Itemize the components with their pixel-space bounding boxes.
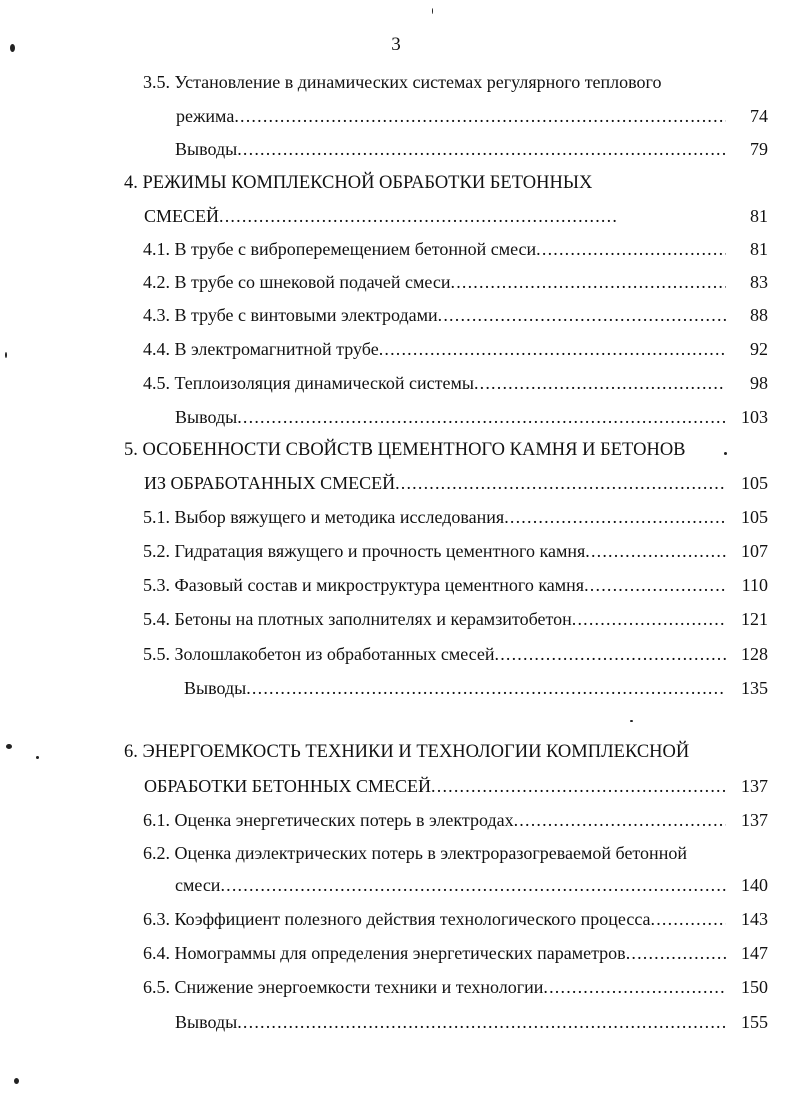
toc-entry-label: 5.5. Золошлакобетон из обработанных смесей <box>143 644 495 664</box>
dot-leader <box>451 268 727 296</box>
toc-entry-ch4-conclusions <box>175 403 726 431</box>
toc-entry-label: 5.4. Бетоны на плотных заполнителях и керамзитобетон <box>143 609 572 629</box>
scan-speck <box>10 44 15 52</box>
toc-entry-label: смеси <box>175 875 221 895</box>
scan-speck <box>6 744 12 749</box>
toc-chapter-4-line1: 4. РЕЖИМЫ КОМПЛЕКСНОЙ ОБРАБОТКИ БЕТОННЫХ <box>124 173 593 193</box>
dot-leader <box>438 301 726 329</box>
toc-entry-ch6-conclusions <box>175 1008 726 1036</box>
toc-entry-6-2-line2 <box>175 871 726 899</box>
toc-entry-4-4 <box>143 335 726 363</box>
dot-leader <box>379 335 726 363</box>
toc-page-5-4: 121 <box>741 609 768 629</box>
toc-entry-5-4 <box>143 605 726 633</box>
toc-entry-ch5-conclusions <box>184 674 726 702</box>
toc-entry-label: СМЕСЕЙ <box>144 206 220 226</box>
toc-entry-5-1 <box>143 503 726 531</box>
toc-page-ch4-conclusions: 103 <box>741 407 768 427</box>
toc-entry-ch3-conclusions <box>175 135 726 163</box>
scan-speck <box>14 1078 19 1084</box>
toc-page-6-2: 140 <box>741 875 768 895</box>
dot-leader <box>220 871 726 899</box>
toc-entry-label: 6.3. Коэффициент полезного действия технологического процесса <box>143 909 651 929</box>
toc-entry-label: ИЗ ОБРАБОТАННЫХ СМЕСЕЙ <box>144 473 396 493</box>
toc-entry-label: 6.5. Снижение энергоемкости техники и технологии <box>143 977 544 997</box>
toc-entry-label: 5.2. Гидратация вяжущего и прочность цементного камня <box>143 541 586 561</box>
dot-leader <box>474 369 726 397</box>
dot-leader <box>246 674 726 702</box>
dot-leader <box>585 537 726 565</box>
toc-entry-3-5-line1: 3.5. Установление в динамических системах регулярного теплового <box>143 72 662 92</box>
toc-entry-label: Выводы <box>175 139 238 159</box>
toc-chapter-5-line1: 5. ОСОБЕННОСТИ СВОЙСТВ ЦЕМЕНТНОГО КАМНЯ И БЕТОНОВ <box>124 440 686 460</box>
dot-leader <box>543 973 726 1001</box>
toc-entry-4-5 <box>143 369 726 397</box>
toc-entry-label: 6.4. Номограммы для определения энергетических параметров <box>143 943 626 963</box>
toc-page-5-3: 110 <box>741 575 768 595</box>
toc-entry-label: Выводы <box>175 407 238 427</box>
dot-leader <box>572 605 726 633</box>
toc-chapter-4-line2 <box>144 202 616 230</box>
toc-entry-4-2 <box>143 268 726 296</box>
toc-page-6-5: 150 <box>741 977 768 997</box>
dot-leader <box>495 640 727 668</box>
scan-speck <box>36 756 39 759</box>
toc-entry-6-5 <box>143 973 726 1001</box>
toc-page-ch4: 81 <box>750 206 768 226</box>
dot-leader <box>504 503 726 531</box>
toc-entry-4-1 <box>143 235 726 263</box>
dot-leader <box>237 1008 726 1036</box>
toc-page-ch5: 105 <box>741 473 768 493</box>
toc-entry-label: 5.1. Выбор вяжущего и методика исследования <box>143 507 505 527</box>
scan-speck <box>630 720 633 722</box>
toc-entry-label: 4.1. В трубе с виброперемещением бетонной смеси <box>143 239 537 259</box>
toc-chapter-6-line2 <box>144 772 726 800</box>
scan-speck <box>724 452 727 455</box>
toc-entry-label: 4.2. В трубе со шнековой подачей смеси <box>143 272 451 292</box>
toc-entry-label: 5.3. Фазовый состав и микроструктура цементного камня <box>143 575 585 595</box>
toc-page-4-2: 83 <box>750 272 768 292</box>
toc-entry-6-4 <box>143 939 726 967</box>
toc-entry-label: 4.4. В электромагнитной трубе <box>143 339 379 359</box>
toc-entry-3-5-line2 <box>176 102 726 130</box>
toc-page-ch3-conclusions: 79 <box>750 139 768 159</box>
scan-speck <box>432 8 433 14</box>
dot-leader <box>514 806 726 834</box>
dot-leader <box>431 772 726 800</box>
dot-leader <box>234 102 726 130</box>
toc-entry-6-3 <box>143 905 726 933</box>
dot-leader <box>626 939 726 967</box>
toc-page-4-1: 81 <box>750 239 768 259</box>
toc-entry-6-1 <box>143 806 726 834</box>
toc-page-4-4: 92 <box>750 339 768 359</box>
toc-entry-label: Выводы <box>184 678 247 698</box>
scan-speck <box>5 352 7 358</box>
toc-page-6-4: 147 <box>741 943 768 963</box>
toc-chapter-5-line2 <box>144 469 726 497</box>
dot-leader <box>237 135 726 163</box>
toc-page-6-1: 137 <box>741 810 768 830</box>
toc-page-6-3: 143 <box>741 909 768 929</box>
toc-page-5-5: 128 <box>741 644 768 664</box>
toc-entry-label: ОБРАБОТКИ БЕТОННЫХ СМЕСЕЙ <box>144 776 432 796</box>
dot-leader <box>536 235 726 263</box>
dot-leader <box>219 202 616 230</box>
toc-page-4-3: 88 <box>750 305 768 325</box>
toc-entry-6-2-line1: 6.2. Оценка диэлектрических потерь в электроразогреваемой бетонной <box>143 843 687 863</box>
dot-leader <box>584 571 726 599</box>
toc-entry-5-2 <box>143 537 726 565</box>
toc-page-5-1: 105 <box>741 507 768 527</box>
dot-leader <box>651 905 726 933</box>
toc-entry-5-3 <box>143 571 726 599</box>
toc-page-5-2: 107 <box>741 541 768 561</box>
toc-entry-label: 4.5. Теплоизоляция динамической системы <box>143 373 474 393</box>
toc-chapter-6-line1: 6. ЭНЕРГОЕМКОСТЬ ТЕХНИКИ И ТЕХНОЛОГИИ КОМПЛЕКСНОЙ <box>124 742 690 762</box>
dot-leader <box>395 469 726 497</box>
toc-page-ch6-conclusions: 155 <box>741 1012 768 1032</box>
toc-page-ch6: 137 <box>741 776 768 796</box>
toc-entry-label: 4.3. В трубе с винтовыми электродами <box>143 305 438 325</box>
toc-entry-label: режима <box>176 106 235 126</box>
page-number: 3 <box>391 34 401 55</box>
toc-page-3-5: 74 <box>750 106 768 126</box>
toc-entry-label: Выводы <box>175 1012 238 1032</box>
toc-entry-5-5 <box>143 640 726 668</box>
toc-entry-label: 6.1. Оценка энергетических потерь в электродах <box>143 810 514 830</box>
toc-entry-4-3 <box>143 301 726 329</box>
dot-leader <box>237 403 726 431</box>
toc-page-4-5: 98 <box>750 373 768 393</box>
toc-page-ch5-conclusions: 135 <box>741 678 768 698</box>
